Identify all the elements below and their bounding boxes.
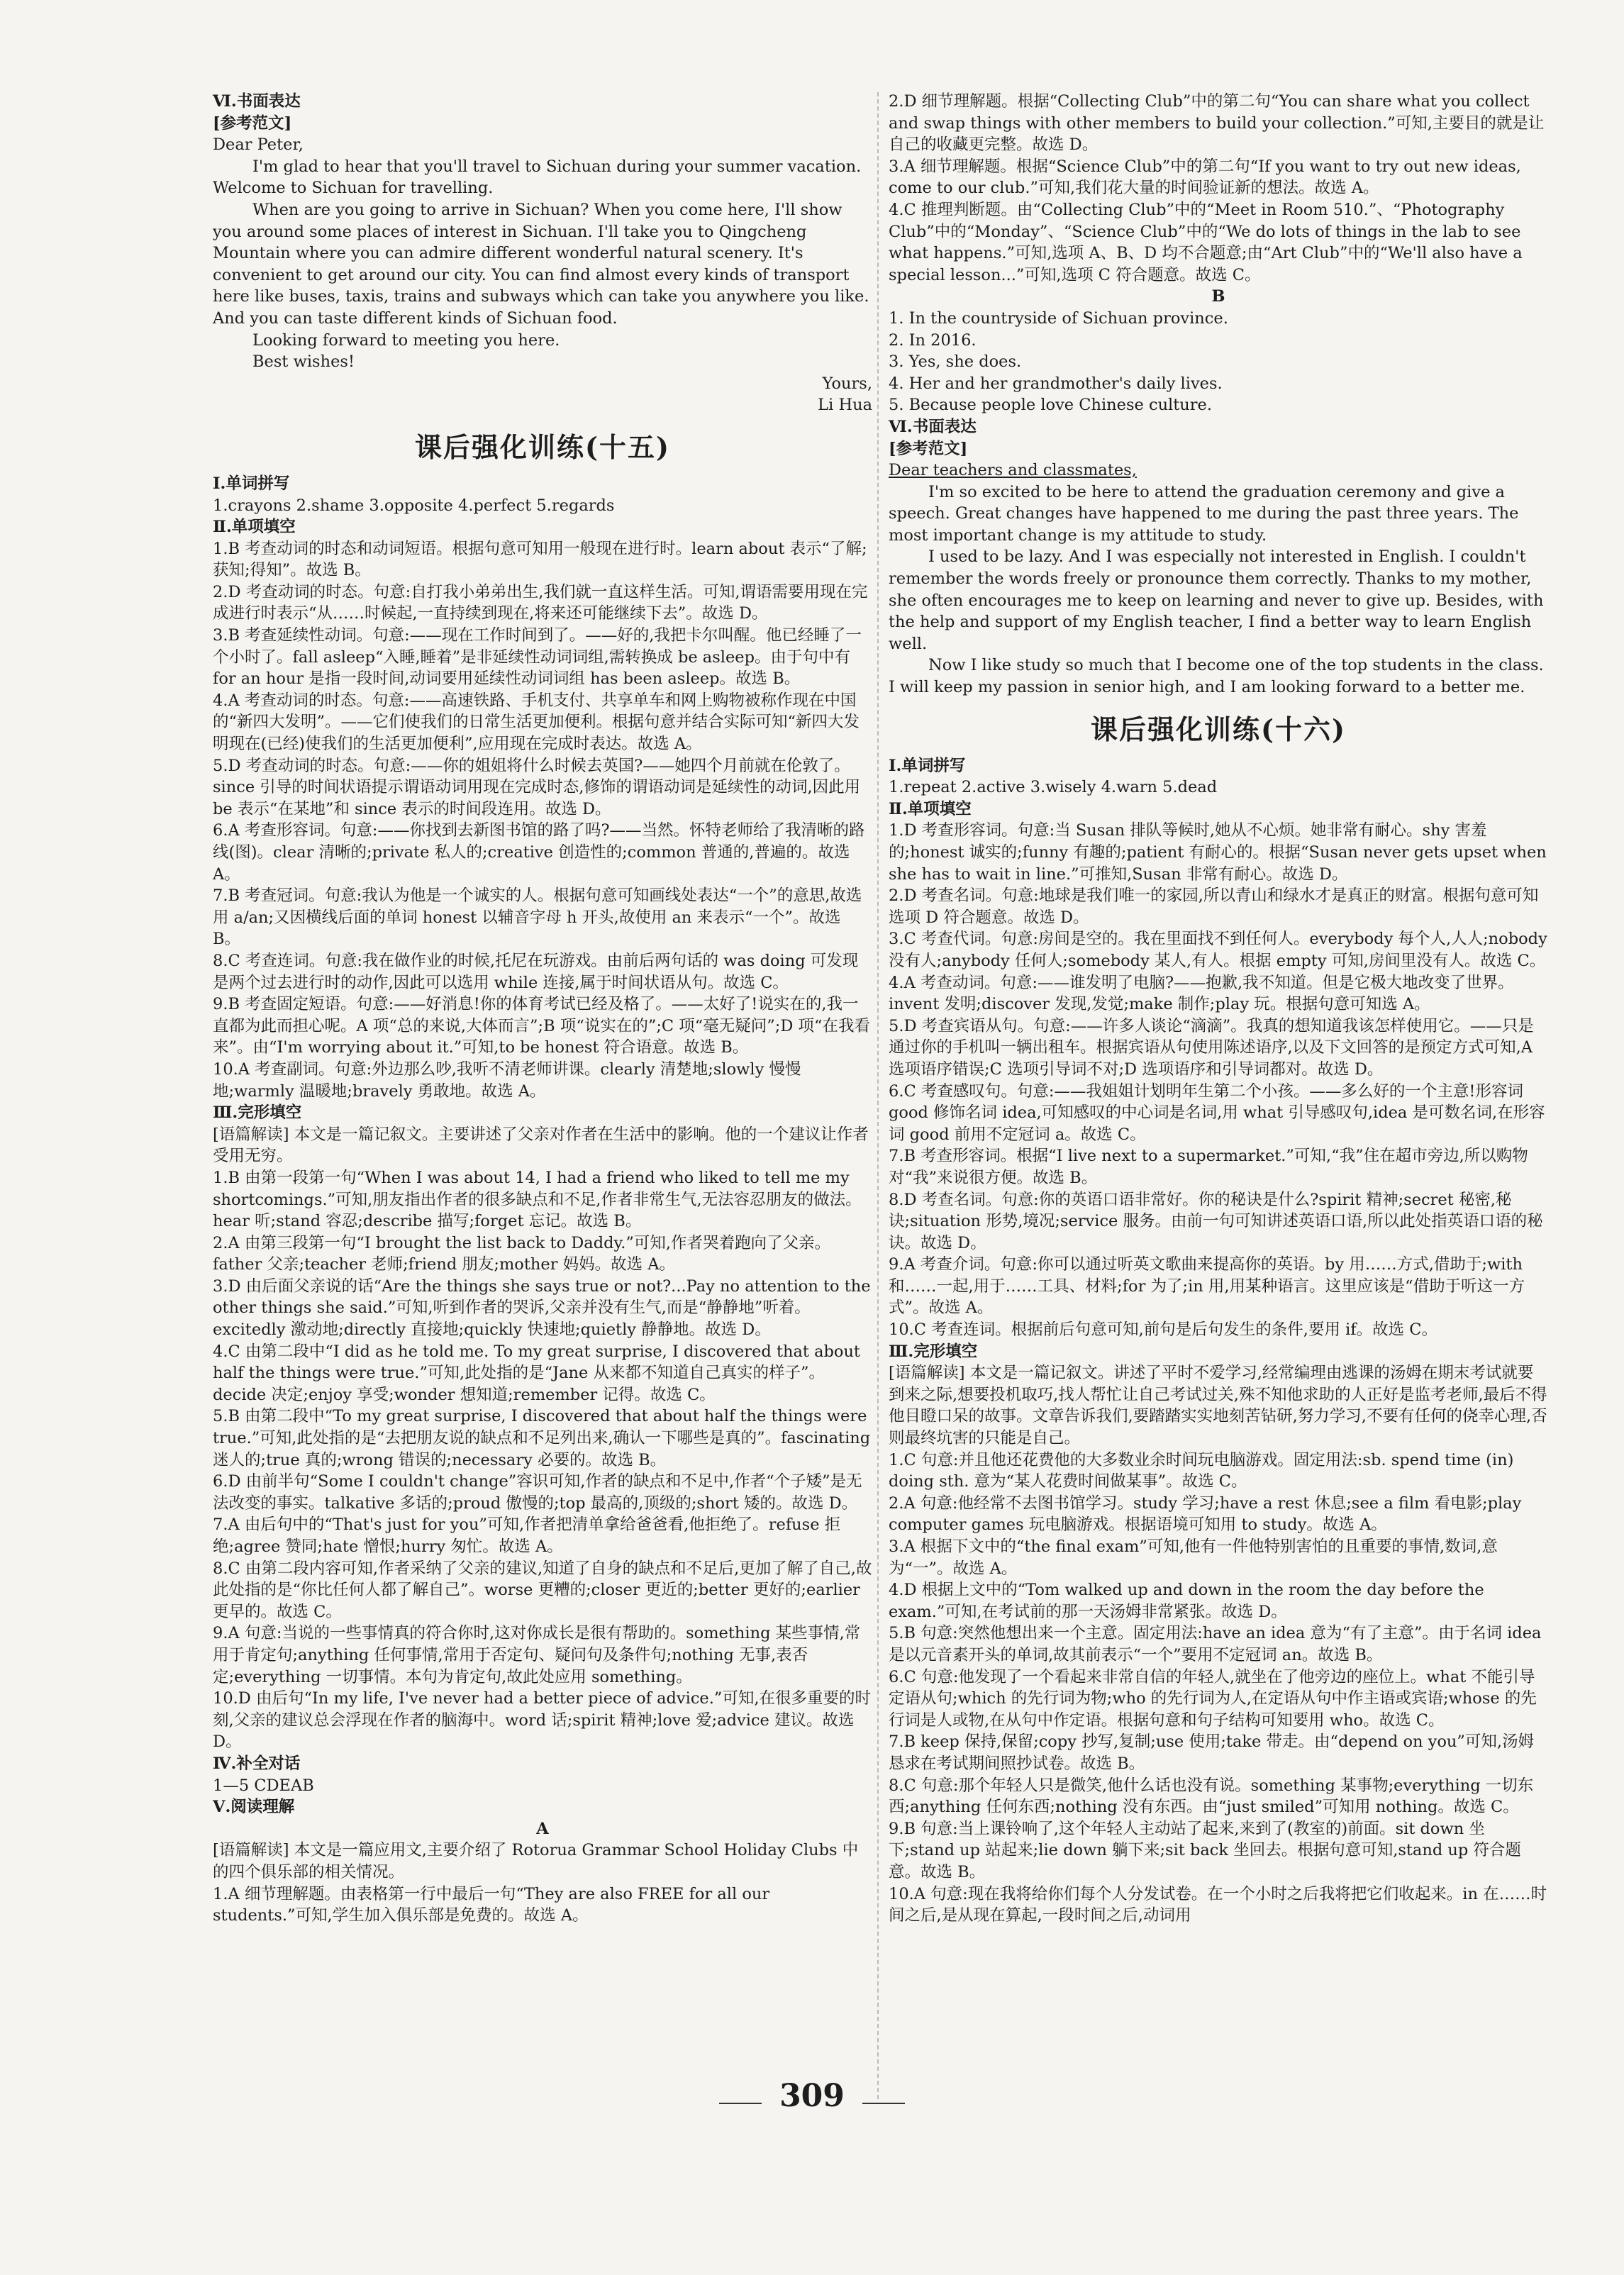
text-paragraph: 2.A 由第三段第一句“I brought the list back to Daddy.”可知,作者哭着跑向了父亲。father 父亲;teacher 老师;friend 朋友;mother 妈妈。故选 A。 <box>213 1233 831 1274</box>
text-paragraph: [语篇解读] 本文是一篇记叙文。主要讲述了父亲对作者在生活中的影响。他的一个建议让作者受用无穷。 <box>213 1125 869 1166</box>
text-paragraph: 2.D 考查动词的时态。句意:自打我小弟弟出生,我们就一直这样生活。可知,谓语需要用现在完成进行时表示“从……时候起,一直持续到现在,将来还可能继续下去”。故选 D。 <box>213 582 868 623</box>
section-heading: Ⅱ.单项填空 <box>213 518 296 537</box>
right-column <box>889 91 1548 1927</box>
text-paragraph: 9.A 句意:当说的一些事情真的符合你时,这对你成长是很有帮助的。something 某些事情,常用于肯定句;anything 任何事情,常用于否定句、疑问句及条件句;nothing 无事,表否定;everything 一切事情。本句为肯定句,故此处应用 something。 <box>213 1624 861 1686</box>
text-paragraph: 9.A 考查介词。句意:你可以通过听英文歌曲来提高你的英语。by 用……方式,借助于;with 和……一起,用于……工具、材料;for 为了;in 用,用某种语言。这里应该是“借助于听这一方式”。故选 A。 <box>889 1255 1525 1318</box>
section-heading: Ⅰ.单词拼写 <box>213 474 290 493</box>
text-paragraph: Dear teachers and classmates, <box>889 461 1137 480</box>
text-paragraph: I'm so excited to be here to attend the graduation ceremony and give a speech. Great changes have happened to me during the past three years. The most important change is my attitude to study. <box>889 482 1519 545</box>
text-paragraph: 9.B 考查固定短语。句意:——好消息!你的体育考试已经及格了。——太好了!说实在的,我一直都为此而担心呢。A 项“总的来说,大体而言”;B 项“说实在的”;C 项“毫无疑问”;D 项“在我看来”。由“I'm worrying about it.”可知,to be honest 符合语意。故选 B。 <box>213 995 871 1057</box>
text-paragraph: 2.A 句意:他经常不去图书馆学习。study 学习;have a rest 休息;see a film 看电影;play computer games 玩电脑游戏。根据语境可知用 to study。故选 A。 <box>889 1494 1522 1535</box>
text-paragraph: B <box>1211 287 1225 306</box>
left-exercise-title: 课后强化训练(十五) <box>415 430 670 463</box>
text-paragraph: 7.B keep 保持,保留;copy 抄写,复制;use 使用;take 带走。由“depend on you”可知,汤姆恳求在考试期间照抄试卷。故选 B。 <box>889 1732 1535 1773</box>
section-heading: Ⅲ.完形填空 <box>213 1103 302 1123</box>
text-paragraph: I used to be lazy. And I was especially not interested in English. I couldn't remember the words freely or pronounce them correctly. Thanks to my mother, she often encourages me to keep on learning and never to give up. Besides, with the help and support of my English teacher, I find a better way to learn English well. <box>889 547 1544 653</box>
right-reading-answers <box>889 91 1548 699</box>
left-column <box>213 91 872 1927</box>
text-paragraph: 10.A 句意:现在我将给你们每个人分发试卷。在一个小时之后我将把它们收起来。in 在……时间之后,是从现在算起,一段时间之后,动词用 <box>889 1884 1547 1925</box>
text-paragraph: 5.D 考查宾语从句。句意:——许多人谈论“滴滴”。我真的想知道我该怎样使用它。——只是通过你的手机叫一辆出租车。根据宾语从句使用陈述语序,以及下文回答的是预定方式可知,A 选项语序错误;C 选项引导词不对;D 选项语序和引导词都对。故选 D。 <box>889 1016 1534 1079</box>
text-paragraph: 1.D 考查形容词。句意:当 Susan 排队等候时,她从不心烦。她非常有耐心。shy 害羞的;honest 诚实的;funny 有趣的;patient 有耐心的。根据“Susan never gets upset when she has to wait in line.”可推知,Susan 非常有耐心。故选 D。 <box>889 821 1547 884</box>
text-paragraph: When are you going to arrive in Sichuan? When you come here, I'll show you around some places of interest in Sichuan. I'll take you to Qingcheng Mountain where you can admire different wonderful natural scenery. It's convenient to get around our city. You can find almost every kinds of transport here like buses, taxis, trains and subways which can take you anywhere you like. And you can taste different kinds of Sichuan food. <box>213 200 869 328</box>
text-paragraph: 8.C 考查连词。句意:我在做作业的时候,托尼在玩游戏。由前后两句话的 was doing 可发现是两个过去进行时的动作,因此可以选用 while 连接,属于时间状语从句。故选 C。 <box>213 951 859 992</box>
text-paragraph: Yours, <box>822 374 872 393</box>
text-paragraph: 10.A 考查副词。句意:外边那么吵,我听不清老师讲课。clearly 清楚地;slowly 慢慢地;warmly 温暖地;bravely 勇敢地。故选 A。 <box>213 1059 801 1101</box>
text-paragraph: 4.D 根据上文中的“Tom walked up and down in the room the day before the exam.”可知,在考试前的那一天汤姆非常紧张。故选 D。 <box>889 1581 1484 1621</box>
text-paragraph: 1—5 CDEAB <box>213 1776 314 1795</box>
text-paragraph: 1.C 句意:并且他还花费他的大多数业余时间玩电脑游戏。固定用法:sb. spend time (in) doing sth. 意为“某人花费时间做某事”。故选 C。 <box>889 1450 1514 1491</box>
text-paragraph: A <box>536 1819 549 1838</box>
text-paragraph: 3. Yes, she does. <box>889 352 1022 372</box>
section-heading: Ⅰ.单词拼写 <box>889 756 966 775</box>
section-heading: Ⅱ.单项填空 <box>889 799 972 818</box>
text-paragraph: 3.D 由后面父亲说的话“Are the things she says true or not?...Pay no attention to the other things she said.”可知,听到作者的哭诉,父亲并没有生气,而是“静静地”听着。excitedly 激动地;directly 直接地;quickly 快速地;quietly 静静地。故选 D。 <box>213 1276 871 1340</box>
text-paragraph: 8.C 句意:那个年轻人只是微笑,他什么话也没有说。something 某事物;everything 一切东西;anything 任何东西;nothing 没有东西。由“just smiled”可知用 nothing。故选 C。 <box>889 1776 1534 1817</box>
text-paragraph: 10.C 考查连词。根据前后句意可知,前句是后句发生的条件,要用 if。故选 C。 <box>889 1320 1437 1340</box>
text-paragraph: 3.A 根据下文中的“the final exam”可知,他有一件他特别害怕的且重要的事情,数词,意为“一”。故选 A。 <box>889 1537 1498 1578</box>
text-paragraph: 10.D 由后句“In my life, I've never had a better piece of advice.”可知,在很多重要的时刻,父亲的建议总会浮现在作者的脑海中。word 话;spirit 精神;love 爱;advice 建议。故选 D。 <box>213 1689 872 1752</box>
text-paragraph: 6.C 考查感叹句。句意:——我姐姐计划明年生第二个小孩。——多么好的一个主意!形容词 good 修饰名词 idea,可知感叹的中心词是名词,用 what 引导感叹句,idea 是可数名词,在形容词 good 前用不定冠词 a。故选 C。 <box>889 1081 1545 1144</box>
text-paragraph: 9.B 句意:当上课铃响了,这个年轻人主动站了起来,来到了(教室的)前面。sit down 坐下;stand up 站起来;lie down 躺下来;sit back 坐回去。根据句意可知,stand up 符合题意。故选 B。 <box>889 1819 1521 1881</box>
text-paragraph: 7.B 考查冠词。句意:我认为他是一个诚实的人。根据句意可知画线处表达“一个”的意思,故选用 a/an;又因横线后面的单词 honest 以辅音字母 h 开头,故使用 an 来表示“一个”。故选 B。 <box>213 886 862 949</box>
text-paragraph: 5.B 由第二段中“To my great surprise, I discovered that about half the things were true.”可知,此处指的是“去把朋友说的缺点和不足列出来,确认一下哪些是真的”。fascinating 迷人的;true 真的;wrong 错误的;necessary 必要的。故选 B。 <box>213 1407 871 1469</box>
text-paragraph: Now I like study so much that I become one of the top students in the class. I will keep my passion in senior high, and I am looking forward to a better me. <box>889 656 1544 697</box>
text-paragraph: I'm glad to hear that you'll travel to Sichuan during your summer vacation. Welcome to Sichuan for travelling. <box>213 157 862 198</box>
text-paragraph: 3.B 考查延续性动词。句意:——现在工作时间到了。——好的,我把卡尔叫醒。他已经睡了一个小时了。fall asleep“入睡,睡着”是非延续性动词词组,需转换成 be asleep。由于句中有 for an hour 是指一段时间,动词要用延续性动词词组 has been asleep。故选 B。 <box>213 626 862 689</box>
text-paragraph: 3.C 考查代词。句意:房间是空的。我在里面找不到任何人。everybody 每个人,人人;nobody 没有人;anybody 任何人;somebody 某人,有人。根据 empty 可知,房间里没有人。故选 C。 <box>889 930 1547 970</box>
page-number: 309 <box>779 2078 845 2114</box>
text-paragraph: 8.D 考查名词。句意:你的英语口语非常好。你的秘诀是什么?spirit 精神;secret 秘密,秘诀;situation 形势,境况;service 服务。由前一句可知讲述英语口语,所以此处指英语口语的秘诀。故选 D。 <box>889 1190 1543 1252</box>
section-heading: Ⅵ.书面表达 <box>889 417 977 436</box>
text-paragraph: [语篇解读] 本文是一篇记叙文。讲述了平时不爱学习,经常编理由逃课的汤姆在期末考试就要到来之际,想要投机取巧,找人帮忙让自己考试过关,殊不知他求助的人正好是监考老师,最后不得他目瞪口呆的故事。文章告诉我们,要踏踏实实地刻苦钻研,努力学习,不要有任何的侥幸心理,否则最终坑害的只能是自己。 <box>889 1364 1547 1448</box>
text-paragraph: 6.C 句意:他发现了一个看起来非常自信的年轻人,就坐在了他旁边的座位上。what 不能引导定语从句;which 的先行词为物;who 的先行词为人,在定语从句中作主语或宾语;whose 的先行词是人或物,在从句中作定语。根据句意和句子结构可知要用 who。故选 C。 <box>889 1667 1537 1730</box>
text-paragraph: 4.C 推理判断题。由“Collecting Club”中的“Meet in Room 510.”、“Photography Club”中的“Monday”、“Science Club”中的“We do lots of things in the lab to see what happens.”可知,选项 A、B、D 均不合题意;由“Art Club”中的“We'll also have a special lesson...”可知,选项 C 符合题意。故选 C。 <box>889 200 1523 284</box>
left-exercise-answers <box>213 473 872 1927</box>
text-paragraph: [参考范文] <box>889 439 968 458</box>
text-paragraph: 5.B 句意:突然他想出来一个主意。固定用法:have an idea 意为“有了主意”。由于名词 idea 是以元音素开头的单词,故其前表示“一个”要用不定冠词 an。故选 B。 <box>889 1624 1542 1664</box>
text-paragraph: 1.crayons 2.shame 3.opposite 4.perfect 5.regards <box>213 496 615 515</box>
text-paragraph: 2.D 考查名词。句意:地球是我们唯一的家园,所以青山和绿水才是真正的财富。根据句意可知选项 D 符合题意。故选 D。 <box>889 886 1539 927</box>
right-exercise-title: 课后强化训练(十六) <box>1091 713 1346 745</box>
section-heading: Ⅴ.阅读理解 <box>213 1798 295 1817</box>
text-paragraph: 5. Because people love Chinese culture. <box>889 396 1213 415</box>
text-paragraph: 4.A 考查动词的时态。句意:——高速铁路、手机支付、共享单车和网上购物被称作现在中国的“新四大发明”。——它们使我们的日常生活更加便利。根据句意并结合实际可知“新四大发明现在(已经)使我们的生活更加便利”,应用现在完成时表达。故选 A。 <box>213 691 860 754</box>
text-paragraph: 4. Her and her grandmother's daily lives. <box>889 374 1223 393</box>
right-exercise-answers <box>889 755 1548 1927</box>
text-paragraph: 6.A 考查形容词。句意:——你找到去新图书馆的路了吗?——当然。怀特老师给了我清晰的路线(图)。clear 清晰的;private 私人的;creative 创造性的;common 普通的,普遍的。故选 A。 <box>213 821 865 884</box>
text-paragraph: 6.D 由前半句“Some I couldn't change”容识可知,作者的缺点和不足中,作者“个子矮”是无法改变的事实。talkative 多话的;proud 傲慢的;top 最高的,顶级的;short 矮的。故选 D。 <box>213 1472 862 1513</box>
text-paragraph: 1.repeat 2.active 3.wisely 4.warn 5.dead <box>889 778 1218 797</box>
text-paragraph: 4.A 考查动词。句意:——谁发明了电脑?——抱歉,我不知道。但是它极大地改变了世界。invent 发明;discover 发现,发觉;make 制作;play 玩。根据句意可知选 A。 <box>889 973 1514 1014</box>
column-divider <box>877 92 879 2099</box>
text-paragraph: [参考范文] <box>213 113 292 133</box>
text-paragraph: Best wishes! <box>252 352 355 372</box>
text-paragraph: 7.A 由后句中的“That's just for you”可知,作者把清单拿给爸爸看,他拒绝了。refuse 拒绝;agree 赞同;hate 憎恨;hurry 匆忙。故选 A。 <box>213 1515 841 1556</box>
section-heading: Ⅲ.完形填空 <box>889 1342 978 1361</box>
text-paragraph: [语篇解读] 本文是一篇应用文,主要介绍了 Rotorua Grammar School Holiday Clubs 中的四个俱乐部的相关情况。 <box>213 1841 859 1881</box>
footer-dash-left <box>719 2103 762 2104</box>
text-paragraph: Li Hua <box>818 396 872 415</box>
text-paragraph: Looking forward to meeting you here. <box>252 330 560 350</box>
footer-dash-right <box>862 2103 905 2104</box>
left-writing-sample <box>213 91 872 416</box>
text-paragraph: 5.D 考查动词的时态。句意:——你的姐姐将什么时候去英国?——她四个月前就在伦敦了。since 引导的时间状语提示谓语动词用现在完成时态,修饰的谓语动词是延续性的动词,因此用 be 表示“在某地”和 since 表示的时间段连用。故选 D。 <box>213 756 861 818</box>
section-heading: Ⅵ.书面表达 <box>213 92 301 111</box>
page-footer <box>0 2078 1624 2114</box>
section-heading: Ⅳ.补全对话 <box>213 1754 301 1773</box>
text-paragraph: 1. In the countryside of Sichuan province. <box>889 308 1228 328</box>
text-paragraph: 1.A 细节理解题。由表格第一行中最后一句“They are also FREE for all our students.”可知,学生加入俱乐部是免费的。故选 A。 <box>213 1884 770 1925</box>
text-paragraph: Dear Peter, <box>213 135 304 155</box>
text-paragraph: 1.B 考查动词的时态和动词短语。根据句意可知用一般现在进行时。learn about 表示“了解;获知;得知”。故选 B。 <box>213 539 867 580</box>
text-paragraph: 3.A 细节理解题。根据“Science Club”中的第二句“If you want to try out new ideas, come to our club.”可知,我们花大量的时间验证新的想法。故选 A。 <box>889 157 1521 198</box>
text-paragraph: 7.B 考查形容词。根据“I live next to a supermarket.”可知,“我”住在超市旁边,所以购物对“我”来说很方便。故选 B。 <box>889 1147 1528 1187</box>
text-paragraph: 4.C 由第二段中“I did as he told me. To my great surprise, I discovered that about half the things were true.”可知,此处指的是“Jane 从来都不知道自己真实的样子”。decide 决定;enjoy 享受;wonder 想知道;remember 记得。故选 C。 <box>213 1342 860 1404</box>
text-paragraph: 8.C 由第二段内容可知,作者采纳了父亲的建议,知道了自身的缺点和不足后,更加了解了自己,故此处指的是“你比任何人都了解自己”。worse 更糟的;closer 更近的;better 更好的;earlier 更早的。故选 C。 <box>213 1559 872 1621</box>
text-paragraph: 2. In 2016. <box>889 330 977 350</box>
text-paragraph: 1.B 由第一段第一句“When I was about 14, I had a friend who liked to tell me my shortcomings.”可知,朋友指出作者的很多缺点和不足,作者非常生气,无法容忍朋友的做法。hear 听;stand 容忍;describe 描写;forget 忘记。故选 B。 <box>213 1168 862 1231</box>
text-paragraph: 2.D 细节理解题。根据“Collecting Club”中的第二句“You can share what you collect and swap things with other members to build your collection.”可知,主要目的就是让自己的收藏更完整。故选 D。 <box>889 92 1545 155</box>
